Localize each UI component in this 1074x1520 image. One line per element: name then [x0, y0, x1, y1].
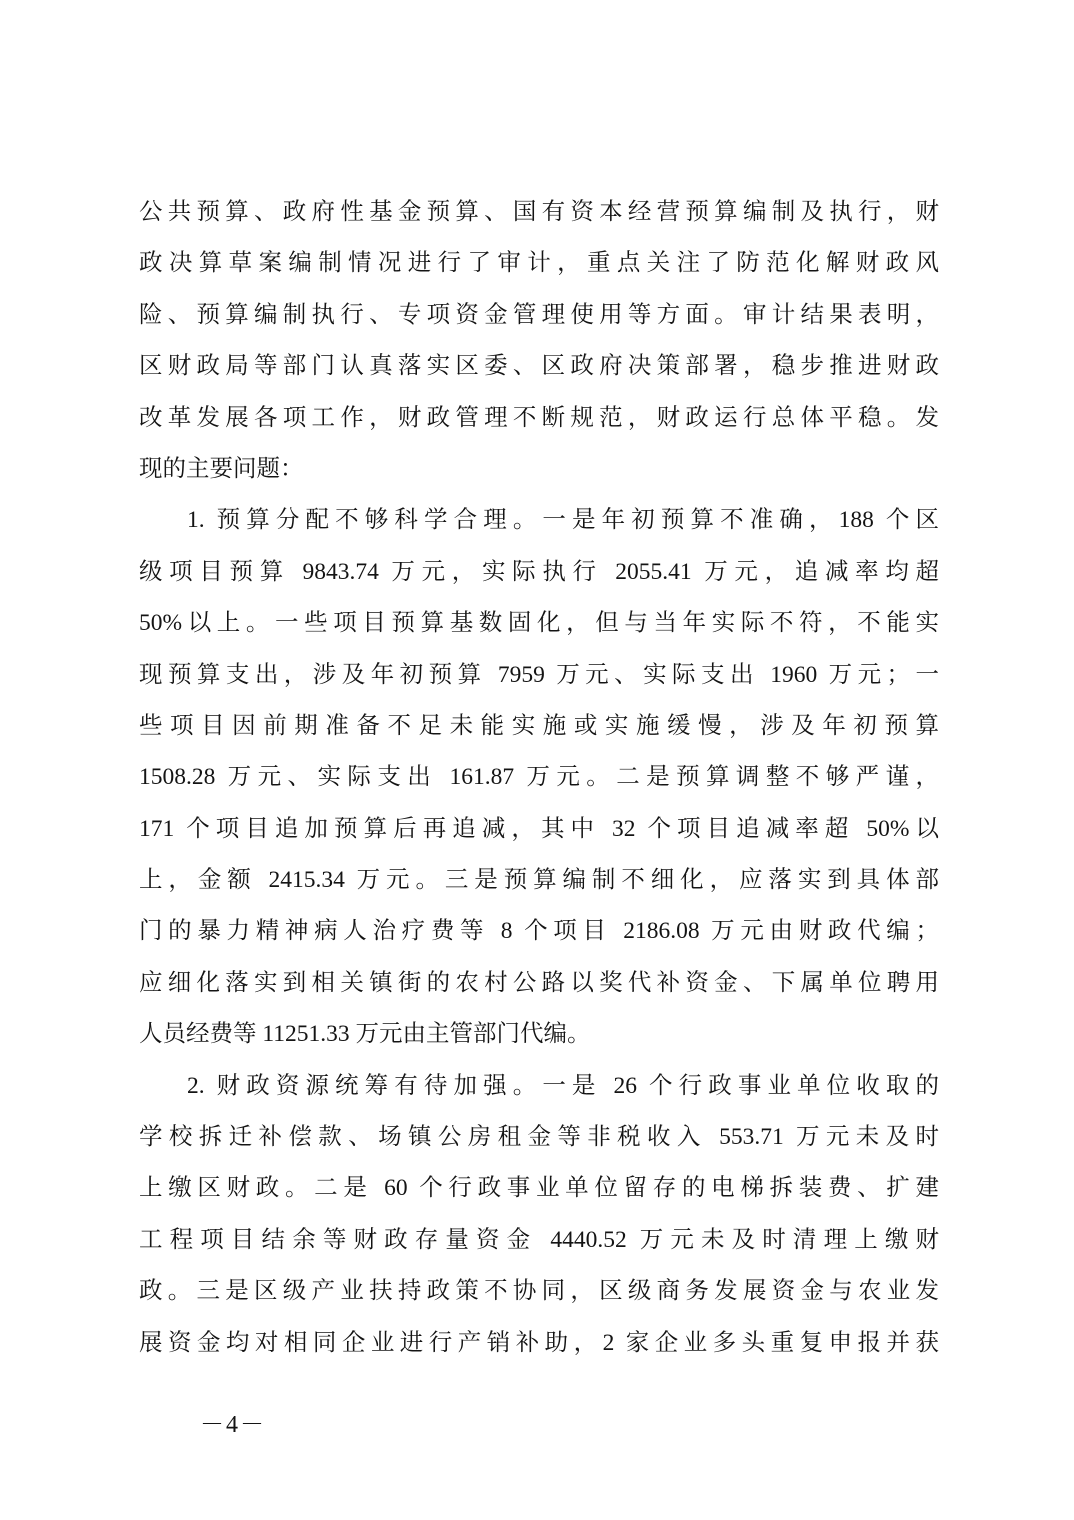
text-line: 公共预算、政府性基金预算、国有资本经营预算编制及执行，财: [139, 199, 939, 225]
text-line: 级项目预算 9843.74 万元，实际执行 2055.41 万元，追减率均超: [139, 558, 939, 585]
text-line: 政决算草案编制情况进行了审计，重点关注了防范化解财政风: [139, 250, 939, 277]
text-line: 应细化落实到相关镇街的农村公路以奖代补资金、下属单位聘用: [139, 969, 939, 996]
text-line: 改革发展各项工作，财政管理不断规范，财政运行总体平稳。发: [139, 404, 939, 431]
text-line: 上缴区财政。二是 60 个行政事业单位留存的电梯拆装费、扩建: [139, 1175, 939, 1202]
text-line: 上，金额 2415.34 万元。三是预算编制不细化，应落实到具体部: [139, 867, 939, 894]
text-line: 现预算支出，涉及年初预算 7959 万元、实际支出 1960 万元；一: [139, 661, 939, 688]
text-line: 险、预算编制执行、专项资金管理使用等方面。审计结果表明，: [139, 301, 939, 328]
text-line: 政。三是区级产业扶持政策不协同，区级商务发展资金与农业发: [139, 1278, 939, 1305]
text-line: 区财政局等部门认真落实区委、区政府决策部署，稳步推进财政: [139, 353, 939, 380]
text-line: 学校拆迁补偿款、场镇公房租金等非税收入 553.71 万元未及时: [139, 1124, 939, 1151]
text-line: 现的主要问题：: [139, 455, 304, 482]
text-line: 工程项目结余等财政存量资金 4440.52 万元未及时清理上缴财: [139, 1226, 939, 1253]
text-line: 171 个项目追加预算后再追减，其中 32 个项目追减率超 50%以: [139, 815, 939, 842]
page-number: －4－: [200, 1412, 266, 1438]
text-line: 50%以上。一些项目预算基数固化，但与当年实际不符，不能实: [139, 610, 939, 637]
text-line: 人员经费等 11251.33 万元由主管部门代编。: [139, 1021, 591, 1048]
paragraph-1-heading-line: 1. 预算分配不够科学合理。一是年初预算不准确，188 个区: [187, 507, 939, 534]
paragraph-2-heading-line: 2. 财政资源统筹有待加强。一是 26 个行政事业单位收取的: [187, 1072, 939, 1099]
text-line: 些项目因前期准备不足未能实施或实施缓慢，涉及年初预算: [139, 712, 939, 739]
text-line: 展资金均对相同企业进行产销补助，2 家企业多头重复申报并获: [139, 1329, 939, 1356]
text-line: 门的暴力精神病人治疗费等 8 个项目 2186.08 万元由财政代编；: [139, 918, 939, 945]
text-line: 1508.28 万元、实际支出 161.87 万元。二是预算调整不够严谨，: [139, 764, 939, 791]
body-text: [139, 187, 939, 1369]
